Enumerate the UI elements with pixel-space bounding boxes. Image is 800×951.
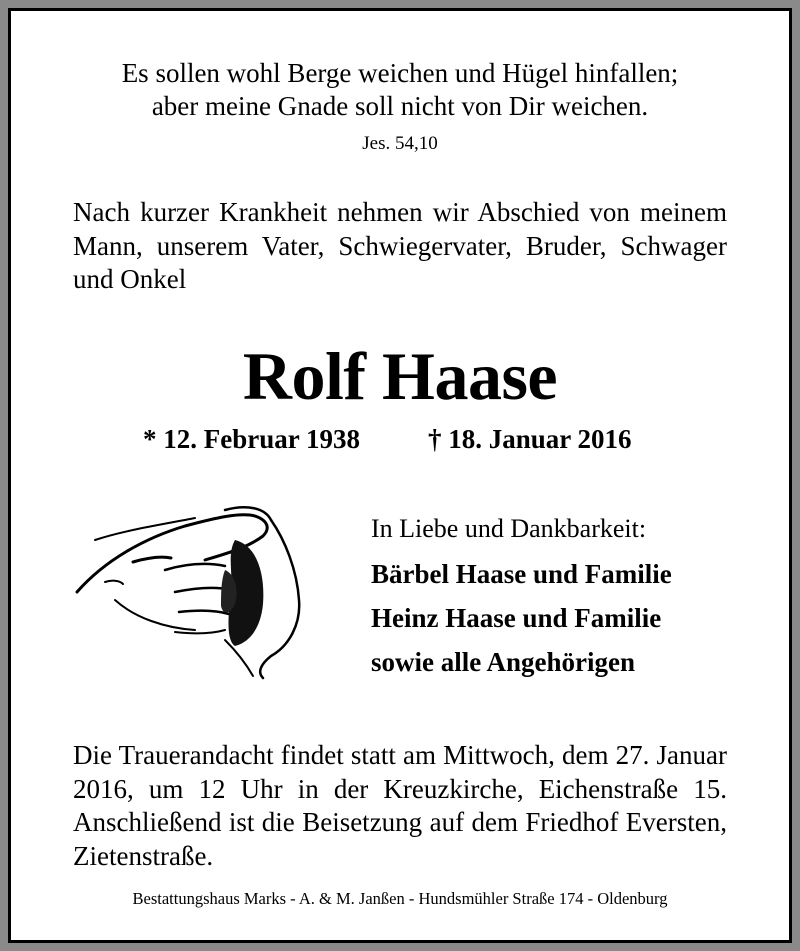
signer-line: sowie alle Angehörigen — [371, 647, 635, 677]
verse-line-1: Es sollen wohl Berge weichen und Hügel hinfallen; — [121, 58, 679, 88]
signer-line: Heinz Haase und Familie — [371, 603, 662, 633]
funeral-home-footer: Bestattungshaus Marks - A. & M. Janßen - Hundsmühler Straße 174 - Oldenburg — [132, 889, 668, 908]
signers-intro: In Liebe und Dankbarkeit: — [371, 514, 647, 543]
signers-block — [371, 514, 771, 684]
bible-verse — [60, 57, 740, 123]
death-date: † 18. Januar 2016 — [428, 424, 632, 454]
birth-date: * 12. Februar 1938 — [143, 424, 360, 454]
intro-text: Nach kurzer Krankheit nehmen wir Abschied von meinem Mann, unserem Vater, Schwiegervater, Bruder, Schwager und Onkel — [73, 197, 727, 294]
deceased-name: Rolf Haase — [242, 338, 558, 414]
service-text: Die Trauerandacht findet statt am Mittwoch, dem 27. Januar 2016, um 12 Uhr in der Kreuzkirche, Eichenstraße 15. Anschließend ist die Beisetzung auf dem Friedhof Eversten, Zietenstraße. — [73, 740, 727, 871]
praying-hands-icon — [75, 500, 315, 680]
verse-line-2: aber meine Gnade soll nicht von Dir weichen. — [151, 91, 649, 121]
verse-reference: Jes. 54,10 — [362, 133, 438, 154]
signer-line: Bärbel Haase und Familie — [371, 559, 672, 589]
